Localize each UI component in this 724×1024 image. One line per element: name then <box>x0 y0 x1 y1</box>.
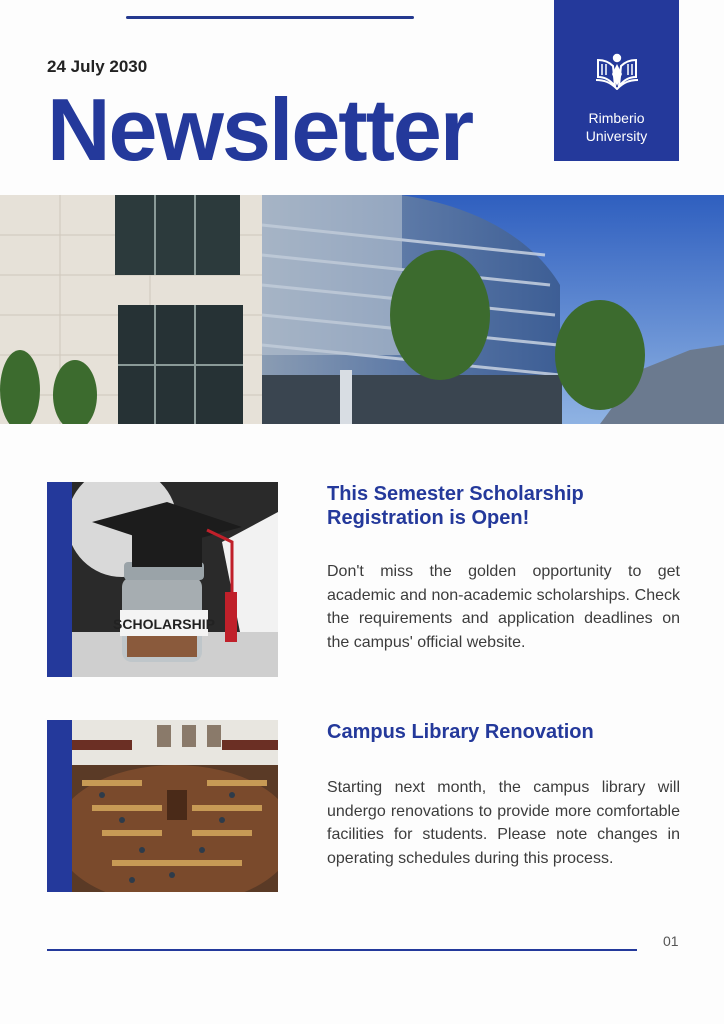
article-body: Starting next month, the campus library will undergo renovations to provide more comfortable facilities for students. Please note changes in operating schedules during this process. <box>327 779 680 867</box>
article-accent-bar <box>47 720 72 892</box>
newsletter-date: 24 July 2030 <box>47 57 148 76</box>
article-body: Don't miss the golden opportunity to get academic and non-academic scholarships. Check the requirements and application deadlines on the campus' official website. <box>327 563 680 651</box>
university-brand-block <box>554 0 679 161</box>
university-name-line2: University <box>585 128 648 144</box>
page-number: 01 <box>663 933 679 949</box>
hero-building-image <box>0 195 724 424</box>
scholarship-jar-image <box>72 482 278 677</box>
building-photo <box>0 195 724 424</box>
open-book-person-icon <box>596 52 638 90</box>
university-name <box>554 109 679 145</box>
footer-divider <box>47 949 637 951</box>
university-name-line1: Rimberio <box>588 110 645 126</box>
article-title: This Semester Scholarship Registration is Open! <box>327 483 584 529</box>
top-divider <box>126 16 414 19</box>
library-reading-room-image <box>72 720 278 892</box>
article-title: Campus Library Renovation <box>327 721 594 743</box>
page-title: Newsletter <box>47 80 473 179</box>
article-library <box>47 720 680 892</box>
article-scholarship <box>47 482 680 677</box>
jar-label-text: SCHOLARSHIP <box>113 616 215 632</box>
scholarship-photo <box>72 482 278 677</box>
library-photo <box>72 720 278 892</box>
article-accent-bar <box>47 482 72 677</box>
